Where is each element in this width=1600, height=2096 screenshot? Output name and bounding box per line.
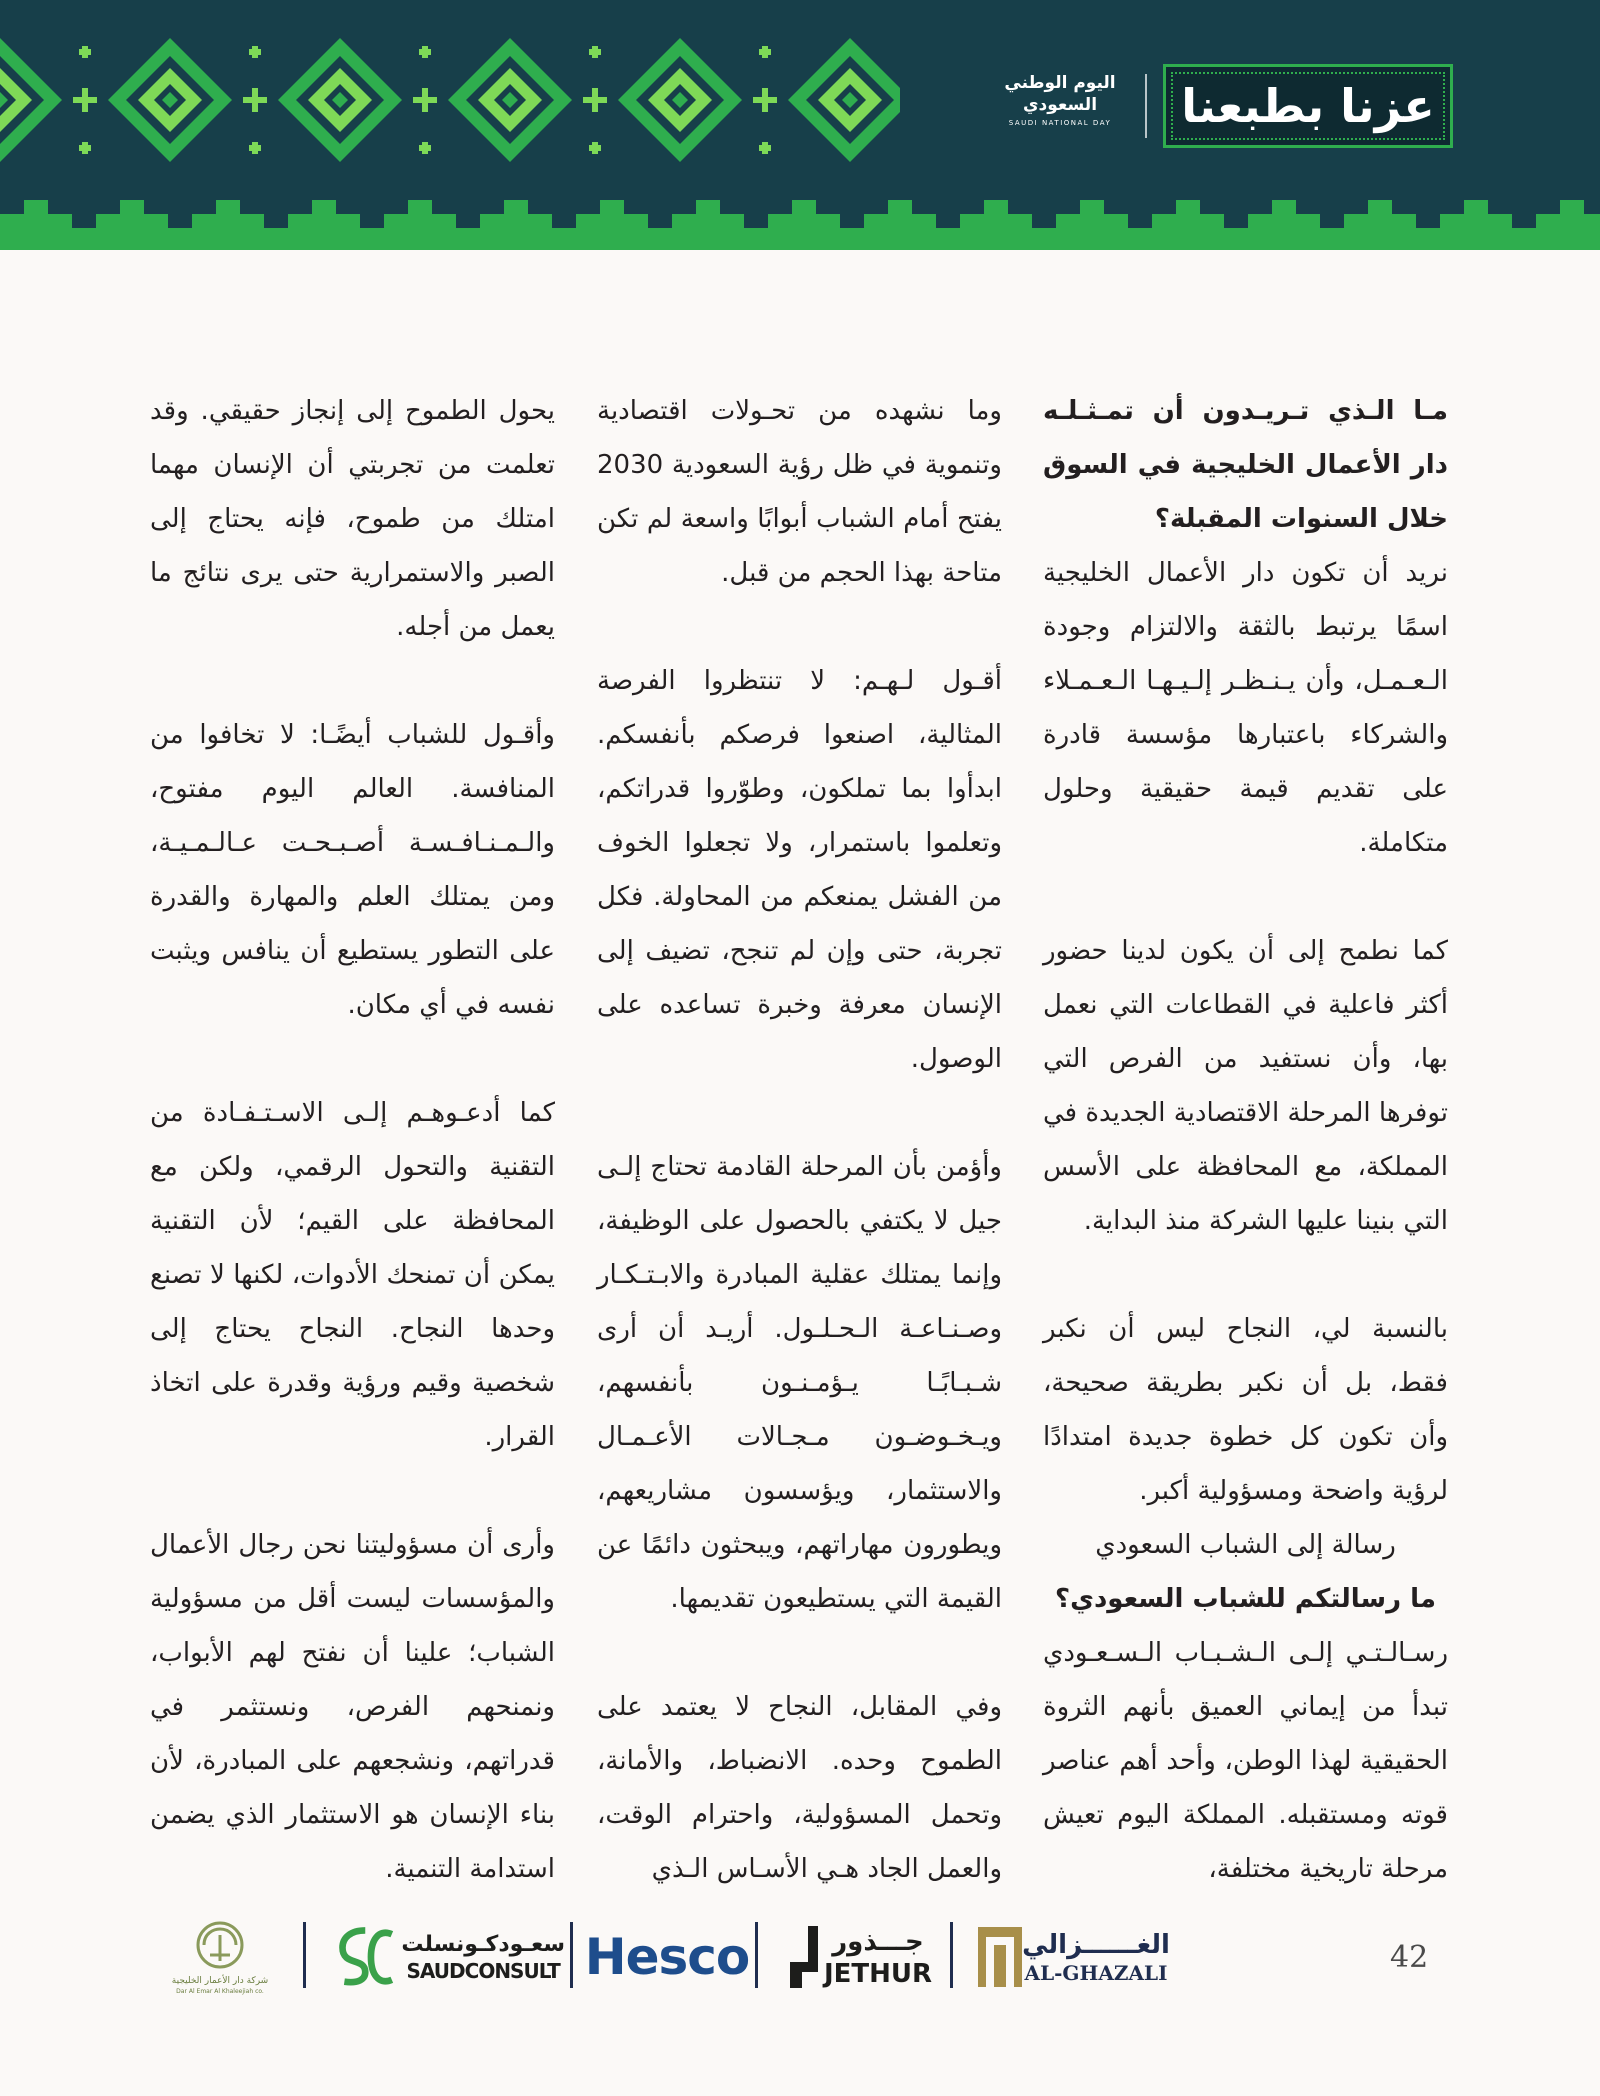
- alghazali-wordmark: [1022, 1929, 1170, 1985]
- saudi-national-day-logo: [985, 72, 1135, 142]
- paragraph: وأرى أن مسؤوليتنا نحن رجال الأعمال والمؤسسات ليست أقل من مسؤولية الشباب؛ علينا أن نفتح لهم الأبواب، ونمنحهم الفرص، ونستثمر في قدراتهم، ونشجعهم على المبادرة، لأن بناء الإنسان هو الاستثمار الذي يضمن استدامة التنمية.: [150, 1530, 555, 1884]
- question-heading: مـا الـذي تـريـدون أن تمـثـلـه دار الأعمال الخليجية في السوق خلال السنوات المقبلة؟: [1043, 396, 1448, 534]
- pattern-plus: [79, 46, 91, 58]
- pattern-plus: [73, 88, 97, 112]
- paragraph-gap: [150, 654, 555, 708]
- pattern-plus: [419, 46, 431, 58]
- jethur-en: JETHUR: [823, 1959, 933, 1989]
- sponsor-separator: [303, 1922, 306, 1988]
- daralemar-ar: شركة دار الأعمار الخليجية: [171, 1976, 269, 1986]
- paragraph: وأؤمن بأن المرحلة القادمة تحتاج إلـى جيل لا يكتفي بالحصول على الوظيفة، وإنما يمتلك عقلية المبادرة والابـتـكـار وصـنـاعـة الـحـلـول. أريـد أن أرى شـبـابًـا يـؤمـنـون بأنفسهم، ويـخـوضـون مـجـالات الأعـمـال والاستثمار، ويؤسسون مشاريعهم، ويطورون مهاراتهم، ويبحثون دائمًا عن القيمة التي يستطيعون تقديمها.: [597, 1152, 1002, 1614]
- pattern-plus: [759, 46, 771, 58]
- page-number: 42: [1390, 1940, 1429, 1975]
- pattern-plus: [413, 88, 437, 112]
- hesco-wordmark: Hesco: [584, 1928, 750, 1986]
- national-day-en: SAUDI NATIONAL DAY: [1008, 119, 1112, 127]
- pattern-plus: [419, 142, 431, 154]
- sponsor-alghazali-logo: [965, 1912, 1175, 2002]
- paragraph: يحول الطموح إلى إنجاز حقيقي. وقد تعلمت من تجربتي أن الإنسان مهما امتلك من طموح، فإنه يحتاج إلى الصبر والاستمرارية حتى يرى نتائج ما يعمل من أجله.: [150, 396, 555, 642]
- header-banner: [0, 0, 1600, 250]
- paragraph-gap: [597, 1086, 1002, 1140]
- saudconsult-mark-icon: [333, 1921, 401, 1993]
- sponsor-separator: [570, 1922, 573, 1988]
- sponsor-separator: [755, 1922, 758, 1988]
- pattern-plus: [759, 142, 771, 154]
- jethur-ar: جـــذور: [832, 1927, 924, 1957]
- article-column-left: [150, 384, 555, 1896]
- pattern-plus: [753, 88, 777, 112]
- paragraph: وأقـول للشباب أيضًـا: لا تخافوا من المنافسة. العالم اليوم مفتوح، والـمـنـافـسـة أصـبـحـت عـالـمـيـة، ومن يمتلك العلم والمهارة والقدرة على التطور يستطيع أن ينافس ويثبت نفسه في أي مكان.: [150, 720, 555, 1020]
- sponsor-saudconsult-logo: [325, 1912, 565, 2002]
- jethur-wordmark: [824, 1925, 932, 1989]
- paragraph: كما نطمح إلى أن يكون لدينا حضور أكثر فاعلية في القطاعات التي نعمل بها، وأن نستفيد من الفرص التي توفرها المرحلة الاقتصادية الجديدة في المملكة، مع المحافظة على الأسس التي بنينا عليها الشركة منذ البداية.: [1042, 936, 1448, 1236]
- national-day-line1: اليوم الوطني: [1004, 73, 1116, 93]
- sponsor-jethur-logo: [765, 1912, 945, 2002]
- saudconsult-ar: سعـودكـونسلت: [401, 1932, 565, 1957]
- campaign-logo: [1163, 64, 1453, 148]
- paragraph-gap: [1043, 870, 1448, 924]
- paragraph-gap: [1043, 1248, 1448, 1302]
- paragraph: رسـالـتـي إلـى الـشـبـاب الـسـعـودي تبدأ من إيماني العميق بأنهم الثروة الحقيقية لهذا الوطن، وأحد أهم عناصر قوته ومستقبله. المملكة اليوم تعيش مرحلة تاريخية مختلفة،: [1043, 1638, 1448, 1884]
- pattern-plus: [589, 142, 601, 154]
- pattern-plus: [249, 142, 261, 154]
- paragraph: وما نشهده من تحـولات اقتصادية وتنموية في ظل رؤية السعودية 2030 يفتح أمام الشباب أبوابًا واسعة لم تكن متاحة بهذا الحجم من قبل.: [597, 396, 1002, 588]
- daralemar-en: Dar Al Emar Al Khaleejiah co.: [176, 1988, 264, 1995]
- logo-divider: [1145, 74, 1147, 138]
- section-heading: رسالة إلى الشباب السعودي: [1095, 1530, 1396, 1560]
- pattern-plus: [583, 88, 607, 112]
- paragraph-gap: [150, 1464, 555, 1518]
- paragraph-gap: [150, 1032, 555, 1086]
- article-column-middle: [597, 384, 1002, 1896]
- jethur-mark-icon: [788, 1922, 824, 1992]
- question-heading: ما رسالتكم للشباب السعودي؟: [1055, 1584, 1436, 1614]
- daralemar-mark-icon: [180, 1917, 260, 1975]
- paragraph-gap: [597, 600, 1002, 654]
- sponsor-hesco-logo: [584, 1912, 750, 2002]
- banner-bottom-steps: [0, 188, 1600, 250]
- sponsor-separator: [950, 1922, 953, 1988]
- paragraph: بالنسبة لي، النجاح ليس أن نكبر فقط، بل أن نكبر بطريقة صحيحة، وأن تكون كل خطوة جديدة امتدادًا لرؤية واضحة ومسؤولية أكبر.: [1043, 1314, 1448, 1506]
- pattern-plus: [589, 46, 601, 58]
- alghazali-en: AL-GHAZALI: [1024, 1961, 1168, 1985]
- alghazali-mark-icon: [978, 1927, 1022, 1987]
- article-column-right: [1043, 384, 1448, 1896]
- national-day-line2: السعودي: [1022, 95, 1098, 115]
- paragraph: وفي المقابل، النجاح لا يعتمد على الطموح وحده. الانضباط، والأمانة، وتحمل المسؤولية، واحترام الوقت، والعمل الجاد هـي الأسـاس الـذي: [597, 1692, 1002, 1884]
- sponsor-daralemar-logo: [150, 1912, 290, 2002]
- paragraph: كما أدعـوهـم إلـى الاسـتـفـادة من التقنية والتحول الرقمي، ولكن مع المحافظة على القيم؛ لأن التقنية يمكن أن تمنحك الأدوات، لكنها لا تصنع وحدها النجاح. النجاح يحتاج إلى شخصية وقيم ورؤية وقدرة على اتخاذ القرار.: [150, 1098, 555, 1452]
- pattern-plus: [249, 46, 261, 58]
- saudconsult-wordmark: [401, 1931, 565, 1983]
- paragraph: أقـول لـهـم: لا تنتظروا الفرصة المثالية، اصنعوا فرصكم بأنفسكم. ابدأوا بما تملكون، وطوّروا قدراتكم، وتعلموا باستمرار، ولا تجعلوا الخوف من الفشل يمنعكم من المحاولة. فكل تجربة، حتى وإن لم تنجح، تضيف إلى الإنسان معرفة وخبرة تساعده على الوصول.: [597, 666, 1002, 1074]
- saudconsult-en: SAUDCONSULT: [406, 1959, 560, 1983]
- paragraph-gap: [597, 1626, 1002, 1680]
- alghazali-ar: الغــــــزالي: [1022, 1930, 1170, 1960]
- pattern-plus: [79, 142, 91, 154]
- campaign-logo-text: عزنا بطبعنا: [1181, 79, 1435, 133]
- pattern-plus: [243, 88, 267, 112]
- paragraph: نريد أن تكون دار الأعمال الخليجية اسمًا يرتبط بالثقة والالتزام وجودة الـعـمـل، وأن يـنـظـر إلـيـهـا الـعـمـلاء والشركاء باعتبارها مؤسسة قادرة على تقديم قيمة حقيقية وحلول متكاملة.: [1043, 558, 1448, 858]
